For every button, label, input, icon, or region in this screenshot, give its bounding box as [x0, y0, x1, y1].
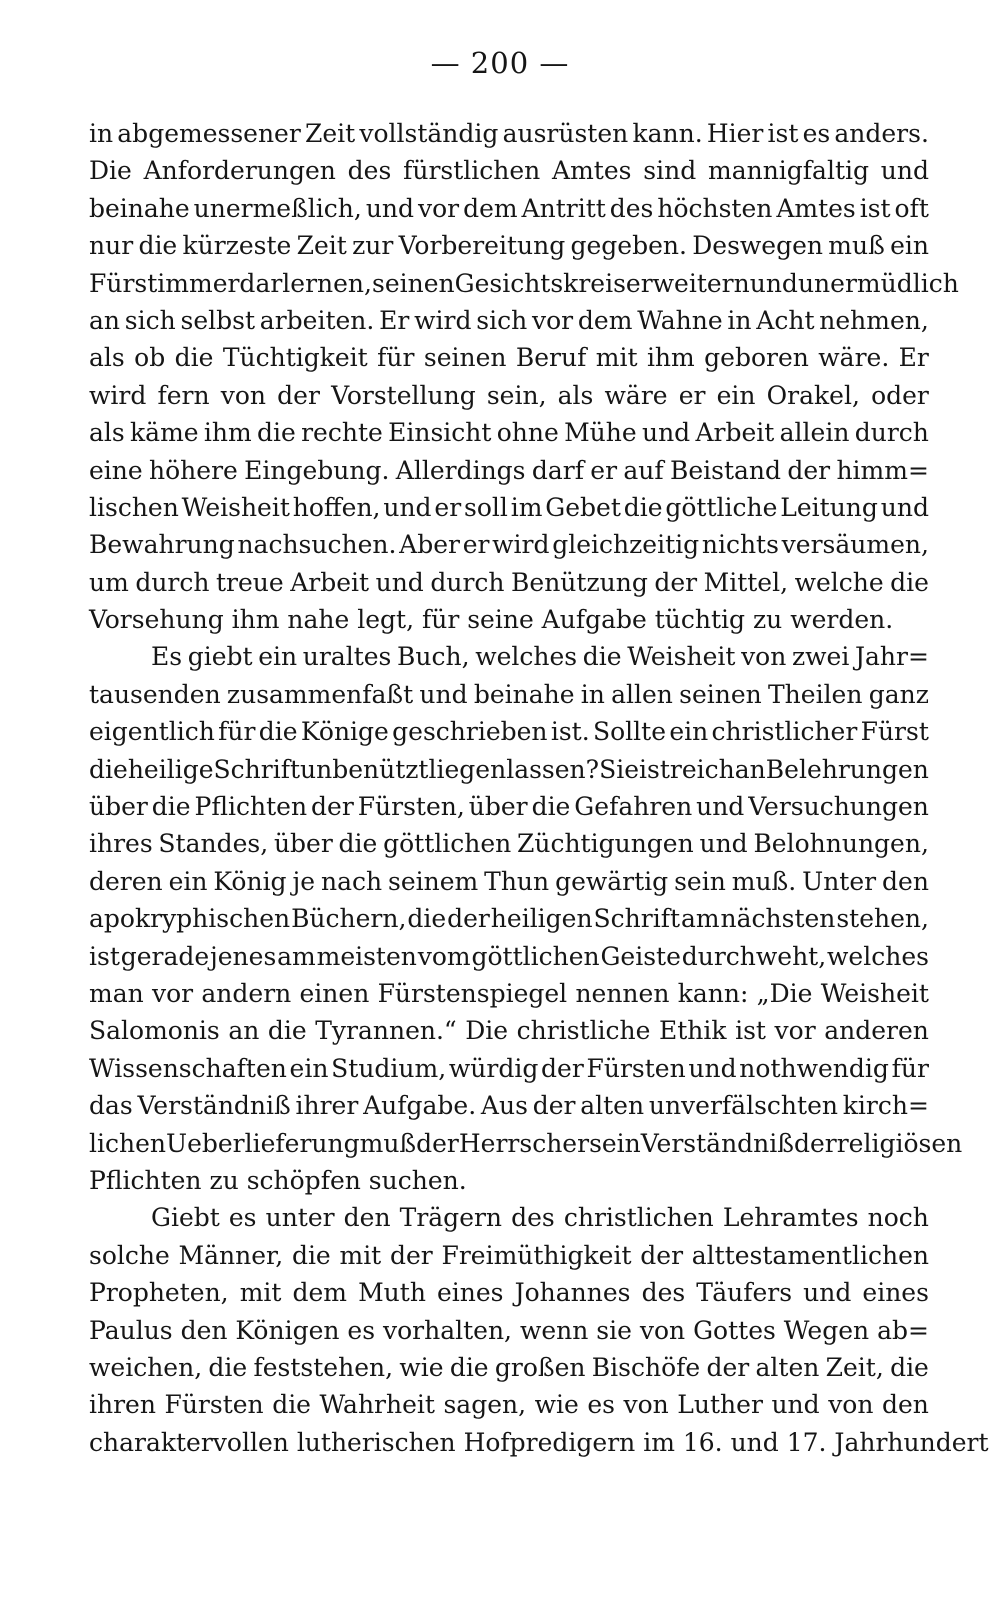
- text-line: eine höhere Eingebung. Allerdings darf er auf Beistand der himm=: [89, 455, 929, 485]
- paragraph: [89, 115, 959, 638]
- text-line: lichen Ueberlieferung muß der Herrscher sein Verständniß der religiösen: [89, 1128, 963, 1158]
- text-line: lischen Weisheit hoffen, und er soll im Gebet die göttliche Leitung und: [89, 492, 929, 522]
- text-line: ihres Standes, über die göttlichen Züchtigungen und Belohnungen,: [89, 829, 929, 859]
- text-line: eigentlich für die Könige geschrieben ist. Sollte ein christlicher Fürst: [89, 717, 929, 747]
- text-line: Es giebt ein uraltes Buch, welches die Weisheit von zwei Jahr=: [151, 642, 929, 672]
- text-line: Pflichten zu schöpfen suchen.: [89, 1165, 467, 1195]
- text-line: Vorsehung ihm nahe legt, für seine Aufgabe tüchtig zu werden.: [89, 605, 894, 635]
- text-line: als käme ihm die rechte Einsicht ohne Mühe und Arbeit allein durch: [89, 418, 929, 448]
- text-line: solche Männer, die mit der Freimüthigkeit der alttestamentlichen: [89, 1240, 929, 1270]
- body-text: [89, 115, 989, 1461]
- text-line: beinahe unermeßlich, und vor dem Antritt des höchsten Amtes ist oft: [89, 193, 929, 223]
- text-line: ist gerade jenes am meisten vom göttlichen Geiste durchweht, welches: [89, 941, 929, 971]
- text-line: ihren Fürsten die Wahrheit sagen, wie es von Luther und von den: [89, 1390, 929, 1420]
- text-line: über die Pflichten der Fürsten, über die Gefahren und Versuchungen: [89, 792, 929, 822]
- text-line: tausenden zusammenfaßt und beinahe in allen seinen Theilen ganz: [89, 679, 929, 709]
- text-line: charaktervollen lutherischen Hofpredigern im 16. und 17. Jahrhundert: [89, 1427, 989, 1457]
- text-line: Bewahrung nachsuchen. Aber er wird gleichzeitig nichts versäumen,: [89, 530, 929, 560]
- text-line: an sich selbst arbeiten. Er wird sich vor dem Wahne in Acht nehmen,: [89, 305, 929, 335]
- text-line: man vor andern einen Fürstenspiegel nennen kann: „Die Weisheit: [89, 978, 929, 1008]
- text-line: wird fern von der Vorstellung sein, als wäre er ein Orakel, oder: [89, 380, 929, 410]
- text-line: Die Anforderungen des fürstlichen Amtes sind mannigfaltig und: [89, 156, 929, 186]
- text-line: in abgemessener Zeit vollständig ausrüsten kann. Hier ist es anders.: [89, 119, 929, 148]
- text-line: nur die kürzeste Zeit zur Vorbereitung gegeben. Deswegen muß ein: [89, 231, 929, 261]
- text-line: weichen, die feststehen, wie die großen Bischöfe der alten Zeit, die: [89, 1352, 929, 1382]
- page-number: — 200 —: [430, 46, 570, 80]
- paragraph: [89, 1199, 989, 1461]
- text-line: apokryphischen Büchern, die der heiligen Schrift am nächsten stehen,: [89, 904, 929, 934]
- text-line: die heilige Schrift unbenützt liegen lassen? Sie ist reich an Belehrungen: [89, 754, 929, 784]
- text-line: als ob die Tüchtigkeit für seinen Beruf mit ihm geboren wäre. Er: [89, 343, 929, 373]
- text-line: das Verständniß ihrer Aufgabe. Aus der alten unverfälschten kirch=: [89, 1091, 929, 1121]
- text-line: Propheten, mit dem Muth eines Johannes des Täufers und eines: [89, 1278, 929, 1308]
- text-line: Salomonis an die Tyrannen.“ Die christliche Ethik ist vor anderen: [89, 1016, 929, 1046]
- text-line: Wissenschaften ein Studium, würdig der Fürsten und nothwendig für: [89, 1053, 929, 1083]
- text-line: Paulus den Königen es vorhalten, wenn sie von Gottes Wegen ab=: [89, 1315, 929, 1345]
- text-line: deren ein König je nach seinem Thun gewärtig sein muß. Unter den: [89, 866, 929, 896]
- text-line: Giebt es unter den Trägern des christlichen Lehramtes noch: [151, 1203, 929, 1233]
- paragraph: [89, 638, 963, 1199]
- text-line: um durch treue Arbeit und durch Benützung der Mittel, welche die: [89, 567, 929, 597]
- text-line: Fürst immerdar lernen, seinen Gesichtskreis erweitern und unermüdlich: [89, 268, 959, 298]
